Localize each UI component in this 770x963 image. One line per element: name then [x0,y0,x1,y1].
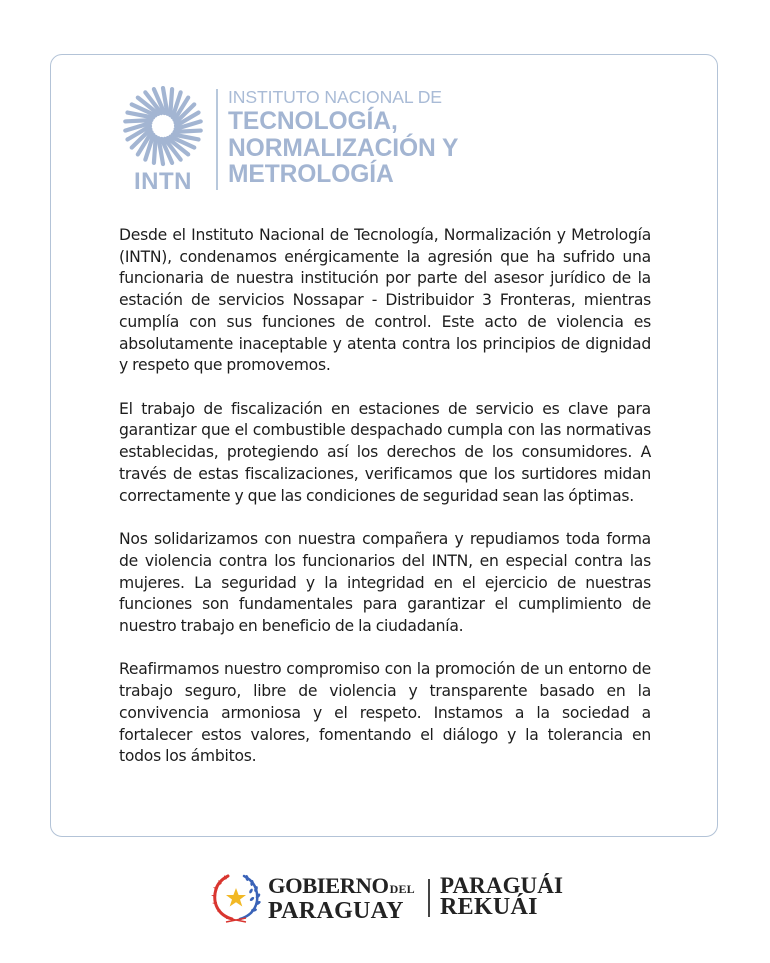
gov-line1-del: DEL [389,882,415,896]
paragraph: El trabajo de fiscalización en estaciones de servicio es clave para garantizar que el combustible despachado cumpla con las normativas establecidas, protegiendo así los derechos de los consumidores. A través de estas fiscalizaciones, verificamos que los surtidores midan correctamente y que las condiciones de seguridad sean las óptimas. [119,399,651,505]
org-name [228,109,458,189]
org-name-line: NORMALIZACIÓN Y [228,134,459,162]
org-name-line: METROLOGÍA [228,161,394,188]
logo-ray [170,89,172,115]
logo-rays [125,88,200,164]
paragraph: Reafirmamos nuestro compromiso con la promoción de un entorno de trabajo seguro, libre de violencia y transparente basado en la convivencia armoniosa y el respeto. Instamos a la sociedad a fortalecer estos valores, fomentando el diálogo y la tolerancia en todos los ámbitos. [119,660,651,766]
logo-acronym: INTN [134,168,192,192]
government-footer [0,860,770,940]
intn-sunburst-logo-icon [117,86,209,192]
org-name-line: TECNOLOGÍA, [228,108,398,135]
slogan-line1: PARAGUÁI [440,873,564,898]
logo-ray [125,120,151,121]
paragraph: Desde el Instituto Nacional de Tecnología, Normalización y Metrología (INTN), condenamos enérgicamente la agresión que ha sufrido una funcionaria de nuestra institución por parte del asesor jurídico de la estación de servicios Nossapar - Distribuidor 3 Fronteras, mientras cumplía con sus funciones de control. Este acto de violencia es absolutamente inaceptable y atenta contra los principios de dignidad y respeto que promovemos. [119,226,651,375]
org-name-line1: INSTITUTO NACIONAL DE [228,87,442,107]
paraguai-rekuai-wordmark [440,875,563,918]
logo-divider [216,89,218,190]
paragraph: Nos solidarizamos con nuestra compañera y repudiamos toda forma de violencia contra los funcionarios del INTN, en especial contra las mujeres. La seguridad y la integridad en el ejercicio de nuestras funciones son fundamentales para garantizar el cumplimiento de nuestro trabajo en beneficio de la ciudadanía. [119,530,651,635]
logo-center [156,119,170,133]
slogan-line2: REKUÁI [440,894,538,920]
statement-body [119,225,651,768]
footer-divider [428,879,430,917]
logo-ray [175,131,201,132]
gov-line1-main: GOBIERNO [268,873,389,898]
gobierno-del-paraguay-wordmark [268,875,415,922]
gov-line2: PARAGUAY [268,898,404,924]
logo-ray [154,137,156,163]
gov-line1 [268,875,415,900]
paraguay-coat-of-arms-icon [208,869,264,925]
